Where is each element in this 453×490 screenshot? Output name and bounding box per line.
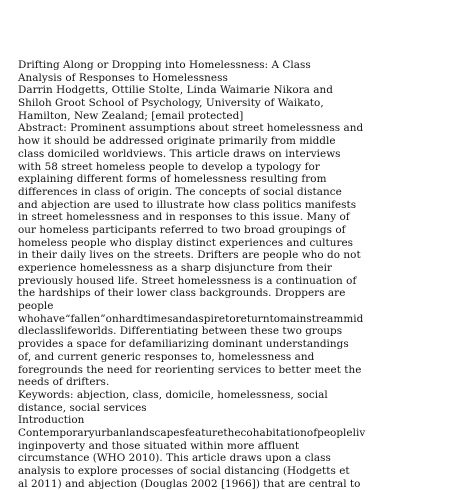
abstract-line: previously housed life. Street homelessness is a continuation of [18, 274, 357, 287]
abstract-line: class domiciled worldviews. This article draws on interviews [18, 147, 341, 160]
section-heading [18, 414, 443, 427]
abstract-line: of, and current generic responses to, homelessness and [18, 350, 315, 363]
intro-line: analysis to explore processes of social distancing (Hodgetts et [18, 465, 350, 477]
keywords-line: distance, social services [18, 401, 147, 414]
author-line: Shiloh Groot School of Psychology, University of Waikato, [18, 97, 324, 110]
abstract [18, 122, 443, 388]
intro-line: Contemporaryurbanlandscapesfeaturethecohabitationofpeopleliv [18, 426, 366, 439]
article-title [18, 59, 443, 84]
abstract-line: differences in class of origin. The concepts of social distance [18, 185, 342, 198]
abstract-line: how it should be addressed originate primarily from middle [18, 135, 336, 148]
keywords-line: Keywords: abjection, class, domicile, homelessness, social [18, 388, 328, 401]
introduction-body [18, 427, 443, 490]
abstract-line: in street homelessness and in responses to this issue. Many of [18, 211, 350, 224]
abstract-line: needs of drifters. [18, 376, 110, 389]
author-line: Darrin Hodgetts, Ottilie Stolte, Linda Waimarie Nikora and [18, 84, 333, 97]
abstract-line: with 58 street homeless people to develop a typology for [18, 160, 320, 173]
abstract-line: explaining different forms of homelessness resulting from [18, 173, 327, 186]
title-line: Drifting Along or Dropping into Homelessness: A Class [18, 59, 311, 71]
intro-line: al 2011) and abjection (Douglas 2002 [1966]) that are central to [18, 477, 361, 490]
section-heading-text: Introduction [18, 414, 85, 427]
abstract-line: the hardships of their lower class backgrounds. Droppers are [18, 287, 346, 300]
intro-line: inginpoverty and those situated within more affluent [18, 439, 300, 452]
abstract-line: Abstract: Prominent assumptions about street homelessness and [18, 122, 364, 135]
abstract-line: provides a space for defamiliarizing dominant understandings [18, 338, 349, 351]
abstract-line: whohave“fallen”onhardtimesandaspiretoreturntomainstreammid [18, 312, 364, 325]
abstract-line: in their daily lives on the streets. Drifters are people who do not [18, 249, 361, 262]
abstract-line: homeless people who display distinct experiences and cultures [18, 236, 354, 249]
keywords [18, 389, 443, 414]
abstract-line: experience homelessness as a sharp disjuncture from their [18, 262, 332, 274]
author-affiliation [18, 84, 443, 122]
document-text [18, 59, 443, 490]
abstract-line: our homeless participants referred to two broad groupings of [18, 223, 346, 236]
abstract-line: foregrounds the need for reorienting services to better meet the [18, 363, 362, 376]
abstract-line: dleclasslifeworlds. Differentiating between these two groups [18, 325, 343, 338]
abstract-line: people [18, 300, 54, 313]
intro-line: circumstance (WHO 2010). This article draws upon a class [18, 452, 331, 465]
title-line: Analysis of Responses to Homelessness [18, 71, 228, 84]
author-line: Hamilton, New Zealand; [email protected] [18, 109, 244, 122]
abstract-line: and abjection are used to illustrate how class politics manifests [18, 198, 357, 211]
